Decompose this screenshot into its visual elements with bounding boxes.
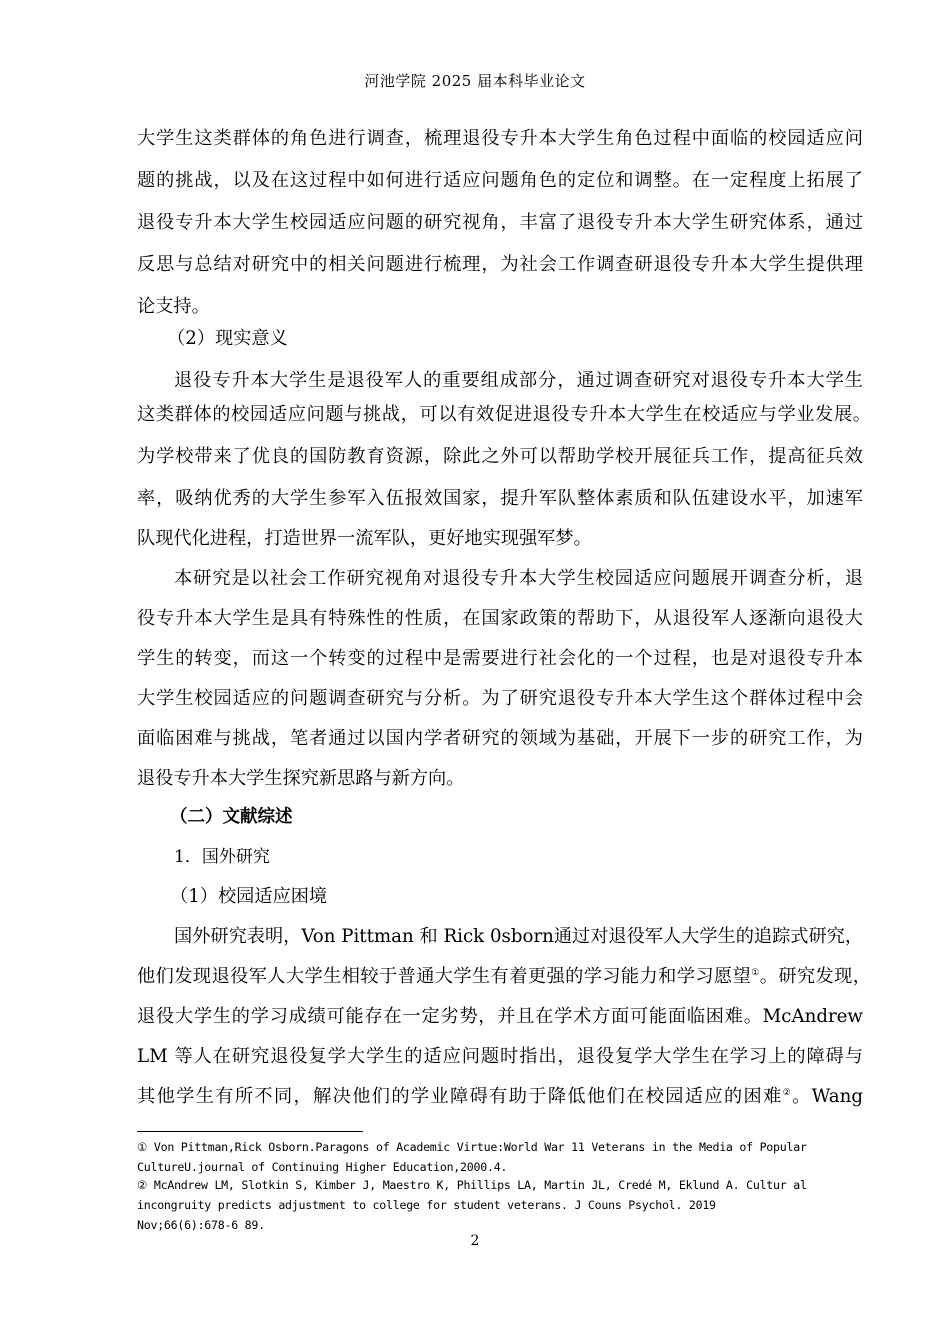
paragraph-line: LM 等人在研究退役复学大学生的适应问题时指出，退役复学大学生在学习上的障碍与 (137, 1046, 863, 1067)
paragraph-text: 。Wang (792, 1086, 863, 1107)
paragraph-line: 反思与总结对研究中的相关问题进行梳理，为社会工作调查研退役专升本大学生提供理 (137, 254, 863, 275)
paragraph-line: 役专升本大学生是具有特殊性的性质，在国家政策的帮助下，从退役军人逐渐向退役大 (137, 608, 863, 629)
footnote-line: CultureU.journal of Continuing Higher Education,2000.4. (137, 1160, 508, 1174)
paragraph-line: 题的挑战，以及在这过程中如何进行适应问题角色的定位和调整。在一定程度上拓展了 (137, 170, 863, 191)
paragraph-line: 本研究是以社会工作研究视角对退役专升本大学生校园适应问题展开调查分析，退 (174, 568, 863, 589)
paragraph-line: 学生的转变，而这一个转变的过程中是需要进行社会化的一个过程，也是对退役专升本 (137, 648, 863, 669)
paragraph-line: 大学生这类群体的角色进行调查，梳理退役专升本大学生角色过程中面临的校园适应问 (137, 128, 863, 149)
paragraph-line: 面临困难与挑战，笔者通过以国内学者研究的领域为基础，开展下一步的研究工作，为 (137, 728, 863, 749)
subheading-practical-significance: （2）现实意义 (167, 328, 288, 349)
paragraph-line: 为学校带来了优良的国防教育资源，除此之外可以帮助学校开展征兵工作，提高征兵效 (137, 446, 863, 467)
paragraph-line: 队现代化进程，打造世界一流军队，更好地实现强军梦。 (137, 528, 592, 549)
paragraph-line: 退役专升本大学生校园适应问题的研究视角，丰富了退役专升本大学生研究体系，通过 (137, 212, 863, 233)
footnote-line: ① Von Pittman,Rick Osborn.Paragons of Academic Virtue:World War 11 Veterans in the Media of Popular (137, 1140, 807, 1154)
paragraph-text: 他们发现退役军人大学生相较于普通大学生有着更强的学习能力和学习愿望 (137, 966, 752, 987)
paragraph-line: 率，吸纳优秀的大学生参军入伍报效国家，提升军队整体素质和队伍建设水平，加速军 (137, 488, 863, 509)
subsection-heading-foreign-research: 1．国外研究 (174, 847, 270, 867)
footnote-ref-2[interactable]: ② (782, 1088, 793, 1098)
paragraph-line: 这类群体的校园适应问题与挑战，可以有效促进退役专升本大学生在校适应与学业发展。 (137, 404, 871, 425)
footnote-2 (137, 1175, 863, 1235)
footnote-line: ② McAndrew LM, Slotkin S, Kimber J, Maestro K, Phillips LA, Martin JL, Credé M, Eklund A. Cultur al (137, 1178, 807, 1192)
footnote-line: Nov;66(6):678-6 89. (137, 1218, 265, 1232)
paragraph-line: 退役专升本大学生是退役军人的重要组成部分，通过调查研究对退役专升本大学生 (174, 370, 863, 391)
paragraph-line: 大学生校园适应的问题调查研究与分析。为了研究退役专升本大学生这个群体过程中会 (137, 688, 863, 709)
paragraph-text: 。研究发现， (759, 966, 871, 987)
footnote-separator (137, 1131, 363, 1132)
paragraph-line (137, 965, 871, 989)
subheading-campus-adaptation: （1）校园适应困境 (170, 886, 328, 907)
section-heading-literature-review: （二）文献综述 (170, 807, 293, 827)
paragraph-line: 退役大学生的学习成绩可能存在一定劣势，并且在学术方面可能面临困难。McAndrew (137, 1006, 863, 1027)
paragraph-line: 退役专升本大学生探究新思路与新方向。 (137, 768, 465, 789)
paragraph-text: 其他学生有所不同，解决他们的学业障碍有助于降低他们在校园适应的困难 (137, 1086, 783, 1107)
paragraph-line: 国外研究表明，Von Pittman 和 Rick 0sborn通过对退役军人大学生的追踪式研究， (174, 926, 864, 947)
footnote-line: incongruity predicts adjustment to college for student veterans. J Couns Psychol. 2019 (137, 1198, 716, 1212)
page-header: 河池学院 2025 届本科毕业论文 (364, 72, 586, 90)
footnote-1 (137, 1137, 863, 1177)
paragraph-line (137, 1085, 863, 1109)
footnote-ref-1[interactable]: ① (751, 968, 760, 978)
paragraph-line: 论支持。 (137, 296, 210, 317)
page-number: 2 (470, 1233, 480, 1249)
